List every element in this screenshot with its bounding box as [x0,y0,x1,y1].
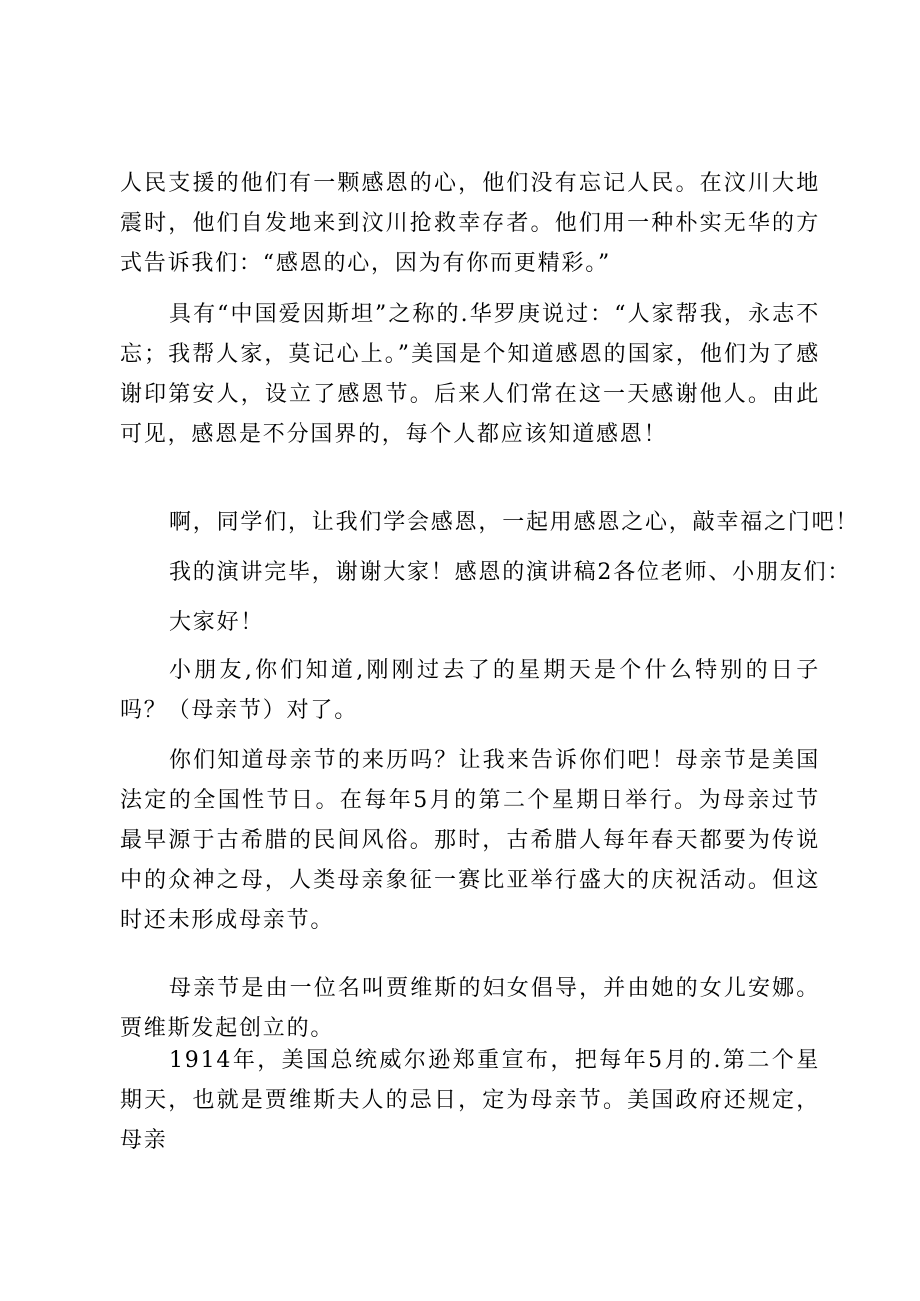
paragraph-call-to-action: 啊，同学们，让我们学会感恩，一起用感恩之心，敲幸福之门吧！ [169,510,860,535]
paragraph-1914-proclamation: 1914年，美国总统威尔逊郑重宣布，把每年5月的.第二个星期天，也就是贾维斯夫人的忌日，定为母亲节。美国政府还规定，母亲 [120,1048,820,1153]
paragraph-mothers-day-history: 你们知道母亲节的来历吗？让我来告诉你们吧！母亲节是美国法定的全国性节日。在每年5月的第二个星期日举行。为母亲过节最早源于古希腊的民间风俗。那时，古希腊人每年春天都要为传说中的众神之母，人类母亲象征一赛比亚举行盛大的庆祝活动。但这时还未形成母亲节。 [120,748,820,933]
paragraph-greeting: 大家好！ [169,610,265,635]
paragraph-hua-luogeng-quote: 具有“中国爱因斯坦”之称的.华罗庚说过：“人家帮我，永志不忘；我帮人家，莫记心上。”美国是个知道感恩的国家，他们为了感谢印第安人，设立了感恩节。后来人们常在这一天感谢他人。由此可见，感恩是不分国界的，每个人都应该知道感恩！ [120,302,820,447]
paragraph-mothers-day-question: 小朋友,你们知道,刚刚过去了的星期天是个什么特别的日子吗？（母亲节）对了。 [120,658,820,723]
paragraph-speech-end: 我的演讲完毕，谢谢大家！感恩的演讲稿2各位老师、小朋友们： [169,560,852,585]
paragraph-gratitude-wenchuan: 人民支援的他们有一颗感恩的心，他们没有忘记人民。在汶川大地震时，他们自发地来到汶川抢救幸存者。他们用一种朴实无华的方式告诉我们：“感恩的心，因为有你而更精彩。” [120,171,820,276]
paragraph-jarvis-founding: 母亲节是由一位名叫贾维斯的妇女倡导，并由她的女儿安娜。贾维斯发起创立的。 [120,976,820,1041]
